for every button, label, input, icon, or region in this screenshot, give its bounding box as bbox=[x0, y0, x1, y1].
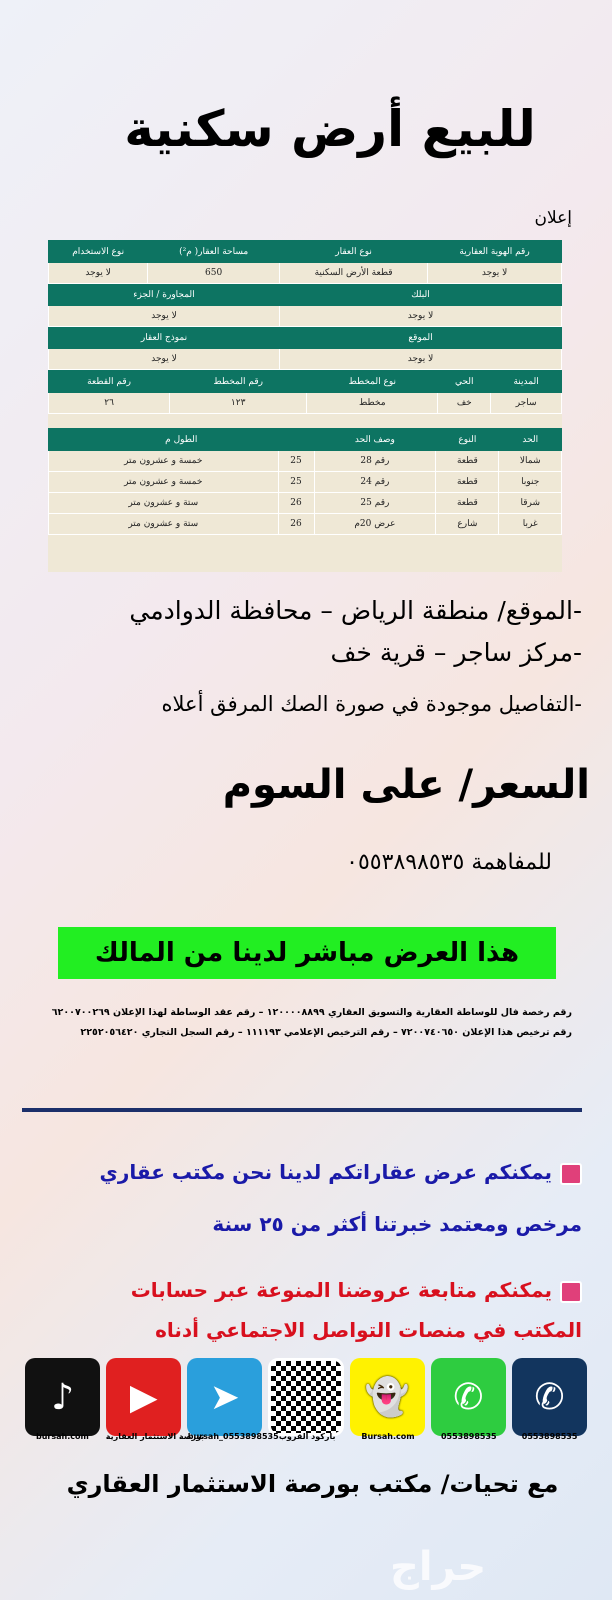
value-cell: ١٢٣ bbox=[170, 393, 307, 414]
divider bbox=[22, 1108, 582, 1112]
deed-table-info bbox=[48, 240, 562, 370]
value-cell: لا يوجد bbox=[49, 263, 148, 284]
header-cell: النوع bbox=[436, 429, 499, 451]
value-cell: قطعة الأرض السكنية bbox=[279, 263, 427, 284]
promo-text: يمكنكم عرض عقاراتكم لدينا نحن مكتب عقاري bbox=[99, 1160, 552, 1184]
promo1-line-1 bbox=[100, 1160, 583, 1185]
header-cell: رقم الهوية العقارية bbox=[428, 241, 562, 263]
value-cell: لا يوجد bbox=[428, 263, 562, 284]
value-cell: ٢٦ bbox=[49, 393, 170, 414]
deed-label: إعلان bbox=[534, 208, 572, 228]
contact bbox=[346, 850, 552, 875]
social-label: bursah_0553898535 bbox=[187, 1432, 279, 1441]
value-cell: ساجر bbox=[491, 393, 562, 414]
header-cell: الموقع bbox=[279, 327, 561, 349]
header-cell: الطول م bbox=[49, 429, 315, 451]
header-cell: نوع المخطط bbox=[307, 371, 438, 393]
promo2-line-2: المكتب في منصات التواصل الاجتماعي أدناه bbox=[155, 1318, 582, 1342]
location-line-1: -الموقع/ منطقة الرياض – محافظة الدوادمي bbox=[129, 596, 582, 625]
bounds-cell-desc: رقم 24 bbox=[314, 472, 436, 493]
bounds-cell-len: 25 bbox=[278, 472, 314, 493]
social-label: 0553898535 bbox=[440, 1432, 497, 1441]
square-bullet-icon bbox=[560, 1163, 582, 1185]
direct-offer-banner: هذا العرض مباشر لدينا من المالك bbox=[58, 927, 556, 979]
details-line: -التفاصيل موجودة في صورة الصك المرفق أعلاه bbox=[161, 692, 582, 716]
value-cell: لا يوجد bbox=[279, 306, 561, 327]
value-cell: لا يوجد bbox=[49, 349, 280, 370]
social-icons bbox=[25, 1358, 587, 1436]
header-cell: مساحة العقار( م²) bbox=[148, 241, 280, 263]
header-cell: المجاورة / الجزء bbox=[49, 284, 280, 306]
header-cell: الحد bbox=[499, 429, 562, 451]
promo1-line-2: مرخص ومعتمد خبرتنا أكثر من ٢٥ سنة bbox=[212, 1212, 582, 1236]
deed-table-location bbox=[48, 370, 562, 414]
bounds-cell-desc: رقم 25 bbox=[314, 493, 436, 514]
telegram-icon[interactable]: ➤ bbox=[187, 1358, 262, 1436]
bounds-cell-len-text: خمسة و عشرون متر bbox=[49, 472, 279, 493]
page-title: للبيع أرض سكنية bbox=[124, 100, 536, 158]
header-cell: نموذج العقار bbox=[49, 327, 280, 349]
snapchat-icon[interactable]: 👻 bbox=[350, 1358, 425, 1436]
header-cell: وصف الحد bbox=[314, 429, 436, 451]
value-cell: 650 bbox=[148, 263, 280, 284]
deed-table-bounds bbox=[48, 428, 562, 535]
social-label: بورصة الاستثمار العقارية bbox=[105, 1432, 205, 1441]
bounds-row bbox=[49, 514, 562, 535]
footer-signature: مع تحيات/ مكتب بورصة الاستثمار العقاري bbox=[66, 1470, 559, 1498]
contact-phone[interactable]: ٠٥٥٣٨٩٨٥٣٥ bbox=[346, 850, 465, 875]
bounds-cell-len-text: خمسة و عشرون متر bbox=[49, 451, 279, 472]
value-cell: مخطط bbox=[307, 393, 438, 414]
price: السعر/ على السوم bbox=[222, 762, 590, 808]
bounds-row bbox=[49, 493, 562, 514]
header-cell: رقم المخطط bbox=[170, 371, 307, 393]
social-label: 0553898535 bbox=[521, 1432, 578, 1441]
bounds-cell-side: جنوبا bbox=[499, 472, 562, 493]
tiktok-icon[interactable]: ♪ bbox=[25, 1358, 100, 1436]
social-label: bursah.com bbox=[35, 1432, 89, 1441]
bounds-cell-type: شارع bbox=[436, 514, 499, 535]
header-cell: رقم القطعة bbox=[49, 371, 170, 393]
promo2-line-1 bbox=[131, 1278, 582, 1303]
bounds-cell-type: قطعة bbox=[436, 451, 499, 472]
bounds-cell-len: 26 bbox=[278, 514, 314, 535]
bounds-cell-len-text: ستة و عشرون متر bbox=[49, 493, 279, 514]
contact-label: للمفاهمة bbox=[471, 850, 552, 875]
bounds-cell-desc: عرض 20م bbox=[314, 514, 436, 535]
location-line-2: -مركز ساجر – قرية خف bbox=[330, 638, 582, 667]
bounds-row bbox=[49, 451, 562, 472]
whatsapp-icon[interactable]: ✆ bbox=[431, 1358, 506, 1436]
legal-line-2: رقم ترخيص هذا الإعلان ٧٢٠٠٧٤٠٦٥٠ – رقم الترخيص الإعلامي ١١١١٩٣ – رقم السجل التجاري ٢٢٥٢٠٥٦٤٢٠ bbox=[80, 1027, 572, 1038]
promo-text: يمكنكم متابعة عروضنا المنوعة عبر حسابات bbox=[130, 1278, 552, 1302]
header-cell: نوع العقار bbox=[279, 241, 427, 263]
legal-line-1: رقم رخصة فال للوساطة العقارية والتسويق العقاري ١٢٠٠٠٠٨٨٩٩ – رقم عقد الوساطة لهذا الإعلان ٦٢٠٠٧٠٠٢٦٩ bbox=[51, 1007, 572, 1018]
bounds-row bbox=[49, 472, 562, 493]
bounds-cell-len: 25 bbox=[278, 451, 314, 472]
header-cell: البلك bbox=[279, 284, 561, 306]
header-cell: المدينة bbox=[491, 371, 562, 393]
deed-image bbox=[48, 240, 562, 572]
bounds-cell-len: 26 bbox=[278, 493, 314, 514]
header-cell: نوع الاستخدام bbox=[49, 241, 148, 263]
qr-code-icon[interactable] bbox=[268, 1358, 343, 1436]
value-cell: خف bbox=[438, 393, 491, 414]
value-cell: لا يوجد bbox=[279, 349, 561, 370]
value-cell: لا يوجد bbox=[49, 306, 280, 327]
bounds-cell-type: قطعة bbox=[436, 493, 499, 514]
haraj-watermark: حراج bbox=[390, 1544, 487, 1590]
social-label: Bursah.com bbox=[361, 1432, 415, 1441]
social-label: باركود القروب bbox=[278, 1432, 336, 1441]
phone-icon[interactable]: ✆ bbox=[512, 1358, 587, 1436]
bounds-cell-side: شرقا bbox=[499, 493, 562, 514]
bounds-cell-desc: رقم 28 bbox=[314, 451, 436, 472]
youtube-icon[interactable]: ▶ bbox=[106, 1358, 181, 1436]
bounds-cell-len-text: ستة و عشرون متر bbox=[49, 514, 279, 535]
square-bullet-icon bbox=[560, 1281, 582, 1303]
bounds-cell-side: شمالا bbox=[499, 451, 562, 472]
bounds-cell-type: قطعة bbox=[436, 472, 499, 493]
bounds-cell-side: غربا bbox=[499, 514, 562, 535]
social-labels bbox=[25, 1432, 587, 1441]
header-cell: الحي bbox=[438, 371, 491, 393]
